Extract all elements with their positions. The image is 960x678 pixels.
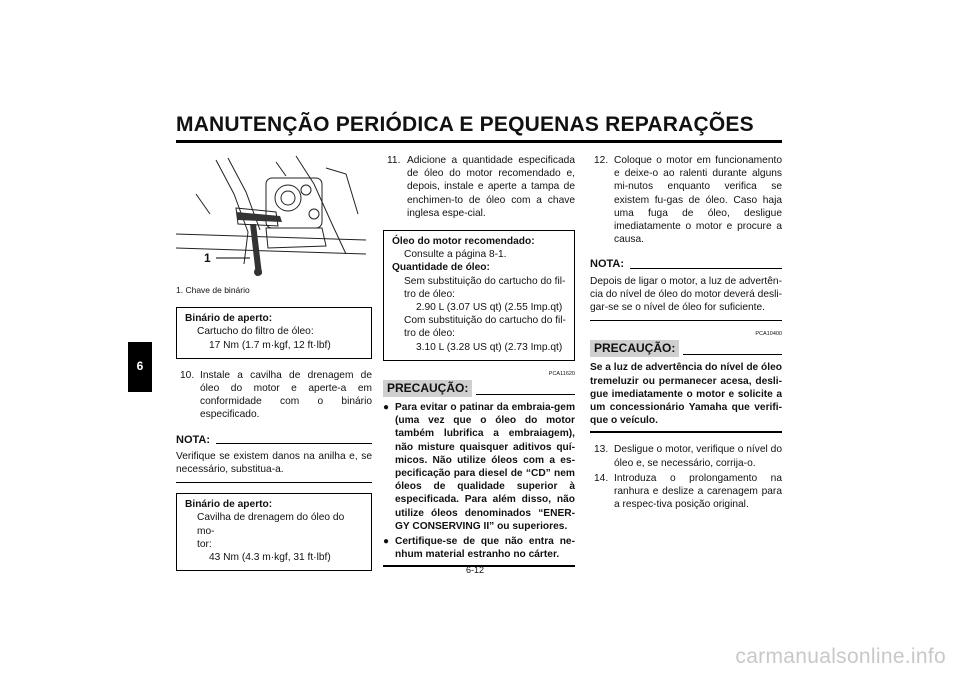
- note-rule: [630, 268, 782, 269]
- oil-quantity-title: Quantidade de óleo:: [392, 262, 490, 274]
- step-text: Coloque o motor em funcionamento e deixe-o ao ralenti durante alguns mi-nutos enquanto verifica se existem fu-gas de óleo. Caso haja uma fuga de óleo, desligue imediatamente o motor e procure a causa.: [614, 155, 782, 246]
- figure-caption: 1. Chave de binário: [176, 285, 250, 295]
- page-title: MANUTENÇÃO PERIÓDICA E PEQUENAS REPARAÇÕES: [176, 113, 754, 136]
- step-text: Adicione a quantidade especificada de óleo do motor recomendado e, depois, instale e aperte a tampa de enchimen-to de óleo com a chave inglesa espe-cial.: [407, 155, 575, 219]
- step-number: 13.: [594, 444, 609, 456]
- note-text: Depois de ligar o motor, a luz de advertên-cia do nível de óleo do motor deverá desli-gar-se se o nível de óleo for suficiente.: [590, 275, 782, 314]
- note-rule: [216, 443, 372, 444]
- torque-spec-item: Cartucho do filtro de óleo:: [197, 326, 314, 338]
- oil-spec-ref: Consulte a página 8-1.: [404, 249, 507, 261]
- figure-callout: 1: [204, 251, 211, 265]
- caution-code: PCA11620: [548, 370, 575, 377]
- step-text: Introduza o prolongamento na ranhura e deslize a carenagem para a respec-tiva posição original.: [614, 472, 782, 511]
- note-title: NOTA:: [590, 258, 625, 271]
- caution-code: PCA10400: [755, 331, 782, 338]
- step-11: [383, 154, 575, 220]
- column-left: [176, 154, 372, 571]
- torque-spec-value: 43 Nm (4.3 m·kgf, 31 ft·lbf): [209, 552, 331, 564]
- oil-quantity-item: tro de óleo:: [404, 328, 455, 340]
- caution-bullet: [383, 535, 575, 561]
- torque-spec-value: 17 Nm (1.7 m·kgf, 12 ft·lbf): [209, 339, 331, 351]
- step-10: [176, 369, 372, 422]
- caution-bullet-text: Para evitar o patinar da embraia-gem (uma vez que o óleo do motor também lubrifica a embraiagem), não misture quaisquer aditivos quí-micos. Não utilize óleos com a es-pecificação para diesel de “CD” nem óleos de qualidade superior à especificada. Para além disso, não utilize óleos denominados “ENER-GY CONSERVING II” ou superiores.: [395, 402, 575, 532]
- caution-heading: [590, 340, 782, 357]
- note-text: Verifique se existem danos na anilha e, se necessário, substitua-a.: [176, 450, 372, 476]
- oil-spec-title: Óleo do motor recomendado:: [392, 236, 535, 248]
- step-text: Desligue o motor, verifique o nível do óleo e, se necessário, corrija-o.: [614, 444, 782, 469]
- note-end-rule: [590, 320, 782, 321]
- oil-quantity-item: Sem substituição do cartucho do fil-: [404, 275, 566, 287]
- step-number: 10.: [180, 369, 195, 381]
- torque-spec-item: tor:: [197, 538, 212, 550]
- bullet-icon: ●: [383, 402, 390, 414]
- note-end-rule: [176, 482, 372, 483]
- step-13: [590, 443, 782, 469]
- caution-end-rule: [590, 431, 782, 433]
- column-middle: [383, 154, 575, 567]
- caution-rule: [476, 394, 575, 395]
- oil-spec-box: [383, 230, 575, 361]
- note-heading: [176, 434, 372, 447]
- watermark: carmanualsonline.info: [735, 645, 946, 668]
- torque-spec-title: Binário de aperto:: [185, 499, 273, 511]
- note-heading: [590, 258, 782, 271]
- column-right: [590, 154, 782, 511]
- oil-quantity-value: 2.90 L (3.07 US qt) (2.55 Imp.qt): [416, 302, 563, 314]
- bullet-icon: ●: [383, 536, 390, 548]
- torque-spec-title: Binário de aperto:: [185, 313, 273, 325]
- title-rule: [176, 140, 782, 143]
- caution-bullet-text: Certifique-se de que não entra ne-nhum material estranho no cárter.: [395, 536, 575, 561]
- chapter-tab: 6: [128, 342, 152, 392]
- step-14: [590, 472, 782, 512]
- oil-quantity-item: tro de óleo:: [404, 288, 455, 300]
- step-12: [590, 154, 782, 246]
- caution-bullet: [383, 401, 575, 533]
- caution-text: Se a luz de advertência do nível de óleo tremeluzir ou permanecer acesa, desli-gue imediatamente o motor e solicite a um concessionário Yamaha que verifi-que o veículo.: [590, 362, 782, 427]
- step-number: 11.: [387, 155, 401, 166]
- torque-spec-item: Cavilha de drenagem do óleo do mo-: [197, 512, 345, 537]
- step-text: Instale a cavilha de drenagem de óleo do motor e aperte-a em conformidade com o binário especificado.: [200, 369, 372, 421]
- caution-label: PRECAUÇÃO:: [590, 340, 679, 357]
- torque-spec-box: [176, 307, 372, 359]
- caution-label: PRECAUÇÃO:: [383, 380, 472, 397]
- step-number: 12.: [594, 155, 609, 166]
- step-number: 14.: [594, 472, 609, 484]
- caution-body: [383, 401, 575, 561]
- oil-quantity-value: 3.10 L (3.28 US qt) (2.73 Imp.qt): [416, 341, 563, 353]
- torque-wrench-figure: [176, 154, 372, 280]
- oil-quantity-item: Com substituição do cartucho do fil-: [404, 315, 566, 327]
- torque-spec-box: [176, 493, 372, 571]
- page-number: 6-12: [466, 565, 485, 575]
- caution-rule: [683, 354, 782, 355]
- caution-heading: [383, 380, 575, 397]
- note-title: NOTA:: [176, 433, 211, 446]
